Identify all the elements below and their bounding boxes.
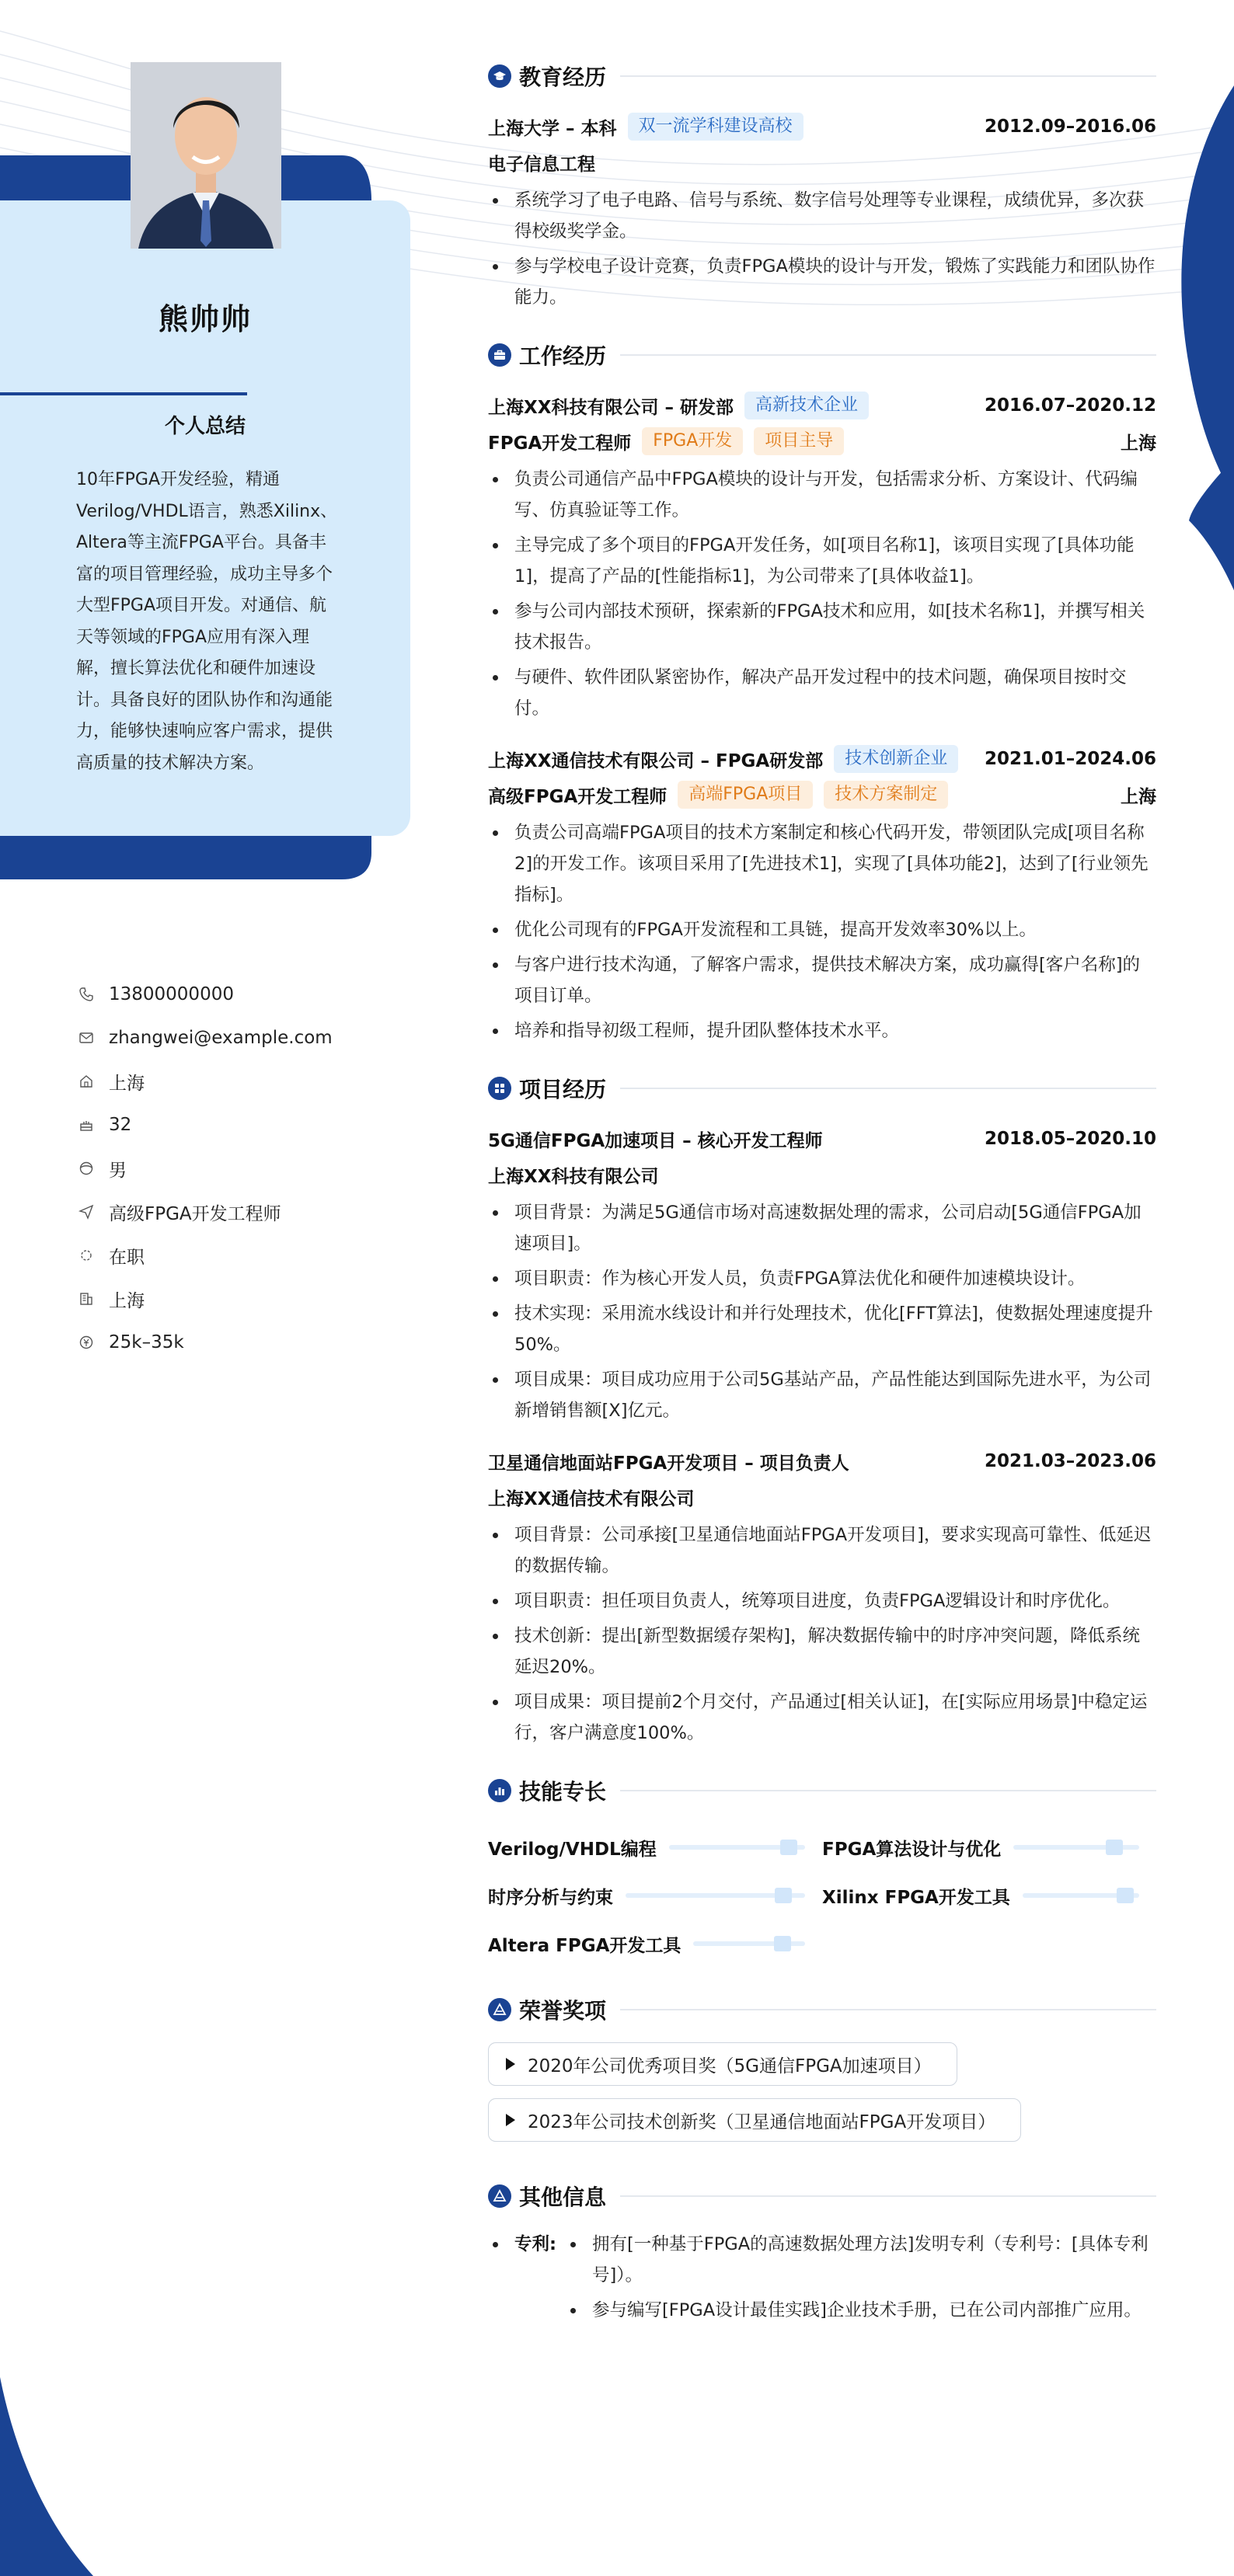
contact-position-value: 高级FPGA开发工程师 [109, 1203, 281, 1224]
project-name: 5G通信FPGA加速项目 – 核心开发工程师 [488, 1130, 823, 1151]
patent-list [566, 2229, 1156, 2330]
project-name: 卫星通信地面站FPGA开发项目 – 项目负责人 [488, 1453, 849, 1474]
main-content [488, 61, 1156, 2356]
role-tag: 高端FPGA项目 [678, 781, 813, 809]
summary-divider [0, 392, 247, 395]
skill-item [822, 1871, 1156, 1920]
company-tag: 技术创新企业 [834, 745, 958, 773]
skill-name: FPGA算法设计与优化 [822, 1839, 1002, 1860]
expand-triangle-icon [506, 2114, 515, 2126]
list-item: 培养和指导初级工程师，提升团队整体技术水平。 [488, 1015, 1156, 1046]
contact-city-value: 上海 [109, 1073, 145, 1094]
contact-email-value: zhangwei@example.com [109, 1028, 333, 1048]
list-item: 负责公司高端FPGA项目的技术方案制定和核心代码开发，带领团队完成[项目名称2]的开发工作。该项目采用了[先进技术1]，实现了[具体功能2]，达到了[行业领先指标]。 [488, 817, 1156, 910]
contact-list [78, 973, 404, 1364]
contact-age-value: 32 [109, 1115, 132, 1135]
gender-icon [78, 1160, 95, 1177]
skill-bar [1013, 1845, 1139, 1850]
list-item: 技术创新：提出[新型数据缓存架构]，解决数据传输中的时序冲突问题，降低系统延迟20%。 [488, 1620, 1156, 1683]
building-icon [78, 1290, 95, 1307]
skill-name: Xilinx FPGA开发工具 [822, 1887, 1010, 1908]
salary-icon [78, 1334, 95, 1351]
major: 电子信息工程 [488, 154, 595, 175]
contact-salary [78, 1321, 404, 1364]
section-divider [620, 75, 1156, 77]
list-item: 项目背景：公司承接[卫星通信地面站FPGA开发项目]，要求实现高可靠性、低延迟的数据传输。 [488, 1519, 1156, 1582]
job-bullets [488, 464, 1156, 724]
award-icon [488, 1998, 511, 2021]
award-label: 2020年公司优秀项目奖（5G通信FPGA加速项目） [528, 2056, 932, 2076]
skills-section [488, 1775, 1156, 1968]
contact-status-value: 在职 [109, 1247, 145, 1268]
project-entry [488, 1443, 1156, 1749]
skill-name: Verilog/VHDL编程 [488, 1839, 657, 1860]
list-item: 系统学习了电子电路、信号与系统、数字信号处理等专业课程，成绩优异，多次获得校级奖学金。 [488, 185, 1156, 247]
expand-triangle-icon [506, 2058, 515, 2070]
contact-gender-value: 男 [109, 1160, 127, 1181]
other-title: 其他信息 [519, 2184, 607, 2210]
projects-title: 项目经历 [519, 1077, 607, 1102]
cake-icon [78, 1116, 95, 1133]
contact-gender [78, 1147, 404, 1190]
job-date: 2016.07–2020.12 [984, 395, 1156, 416]
awards-section [488, 1994, 1156, 2154]
skill-item [488, 1823, 822, 1871]
award-item[interactable] [488, 2042, 957, 2086]
list-item: 项目职责：担任项目负责人，统筹项目进度，负责FPGA逻辑设计和时序优化。 [488, 1586, 1156, 1617]
award-label: 2023年公司技术创新奖（卫星通信地面站FPGA开发项目） [528, 2111, 996, 2132]
work-title: 工作经历 [519, 343, 607, 369]
contact-city [78, 1060, 404, 1103]
skill-level-knob [774, 1936, 791, 1951]
contact-email [78, 1016, 404, 1060]
project-date: 2018.05–2020.10 [984, 1129, 1156, 1149]
list-item: 参与学校电子设计竞赛，负责FPGA模块的设计与开发，锻炼了实践能力和团队协作能力。 [488, 251, 1156, 313]
section-divider [620, 2009, 1156, 2010]
summary-title: 个人总结 [164, 415, 246, 438]
job-entry [488, 741, 1156, 1046]
skill-bar [626, 1893, 805, 1898]
skills-grid [488, 1823, 1156, 1968]
projects-section [488, 1073, 1156, 1749]
project-entry [488, 1121, 1156, 1426]
contact-salary-value: 25k–35k [109, 1332, 184, 1352]
job-date: 2021.01–2024.06 [984, 749, 1156, 769]
patent-row [488, 2229, 1156, 2330]
skills-title: 技能专长 [519, 1779, 607, 1805]
patent-label: 专利: [488, 2229, 556, 2330]
skill-level-knob [775, 1888, 792, 1903]
graduation-cap-icon [488, 64, 511, 88]
project-org: 上海XX科技有限公司 [488, 1166, 659, 1187]
company-name: 上海XX科技有限公司 – 研发部 [488, 397, 734, 418]
section-divider [620, 2195, 1156, 2197]
section-divider [620, 1088, 1156, 1089]
list-item: 拥有[一种基于FPGA的高速数据处理方法]发明专利（专利号：[具体专利号]）。 [566, 2229, 1156, 2291]
education-title: 教育经历 [519, 64, 607, 90]
role-tag: 技术方案制定 [824, 781, 948, 809]
job-entry [488, 388, 1156, 724]
list-item: 项目成果：项目成功应用于公司5G基站产品，产品性能达到国际先进水平，为公司新增销售额[X]亿元。 [488, 1364, 1156, 1426]
skill-bar [693, 1941, 805, 1946]
job-role: 高级FPGA开发工程师 [488, 786, 668, 807]
project-bullets [488, 1197, 1156, 1426]
skill-item [488, 1920, 822, 1968]
list-item: 项目职责：作为核心开发人员，负责FPGA算法优化和硬件加速模块设计。 [488, 1263, 1156, 1294]
contact-phone-value: 13800000000 [109, 984, 234, 1004]
list-item: 参与编写[FPGA设计最佳实践]企业技术手册，已在公司内部推广应用。 [566, 2295, 1156, 2326]
education-entry [488, 109, 1156, 313]
other-section [488, 2181, 1156, 2330]
education-bullets [488, 185, 1156, 313]
list-item: 负责公司通信产品中FPGA模块的设计与开发，包括需求分析、方案设计、代码编写、仿真验证等工作。 [488, 464, 1156, 526]
role-tag: FPGA开发 [642, 427, 743, 455]
summary-text: 10年FPGA开发经验，精通Verilog/VHDL语言，熟悉Xilinx、Altera等主流FPGA平台。具备丰富的项目管理经验，成功主导多个大型FPGA项目开发。对通信、航天等领域的FPGA应用有深入理解，擅长算法优化和硬件加速设计。具备良好的团队协作和沟通能力，能够快速响应客户需求，提供高质量的技术解决方案。 [76, 470, 338, 773]
job-bullets [488, 817, 1156, 1046]
award-icon [488, 2184, 511, 2208]
list-item: 项目成果：项目提前2个月交付，产品通过[相关认证]，在[实际应用场景]中稳定运行，客户满意度100%。 [488, 1687, 1156, 1749]
contact-work-city-value: 上海 [109, 1290, 145, 1311]
sidebar [0, 0, 412, 2576]
project-bullets [488, 1519, 1156, 1749]
skill-bar [1023, 1893, 1139, 1898]
awards-title: 荣誉奖项 [519, 1998, 607, 2024]
project-date: 2021.03–2023.06 [984, 1451, 1156, 1471]
skill-item [488, 1871, 822, 1920]
school-name: 上海大学 – 本科 [488, 118, 617, 139]
grid-icon [488, 1077, 511, 1100]
mail-icon [78, 1029, 95, 1046]
section-divider [620, 1790, 1156, 1791]
role-tag: 项目主导 [754, 427, 844, 455]
contact-position [78, 1190, 404, 1234]
job-role: FPGA开发工程师 [488, 433, 632, 454]
school-tag: 双一流学科建设高校 [628, 113, 803, 141]
skill-level-knob [1106, 1840, 1123, 1855]
candidate-name: 熊帅帅 [158, 302, 252, 336]
section-divider [620, 354, 1156, 356]
work-section [488, 339, 1156, 1046]
skill-item [822, 1823, 1156, 1871]
company-name: 上海XX通信技术有限公司 – FPGA研发部 [488, 750, 824, 771]
list-item: 与客户进行技术沟通，了解客户需求，提供技术解决方案，成功赢得[客户名称]的项目订单。 [488, 949, 1156, 1011]
list-item: 优化公司现有的FPGA开发流程和工具链，提高开发效率30%以上。 [488, 914, 1156, 945]
education-section [488, 61, 1156, 313]
list-item: 参与公司内部技术预研，探索新的FPGA技术和应用，如[技术名称1]，并撰写相关技术报告。 [488, 596, 1156, 658]
awards-header [488, 1994, 1156, 2025]
contact-age [78, 1103, 404, 1147]
education-header [488, 61, 1156, 92]
status-icon [78, 1247, 95, 1264]
skills-header [488, 1775, 1156, 1806]
award-item[interactable] [488, 2098, 1021, 2142]
contact-work-city [78, 1277, 404, 1321]
skill-bar [669, 1845, 805, 1850]
awards-list [488, 2042, 1156, 2154]
skill-level-knob [1117, 1888, 1134, 1903]
list-item: 技术实现：采用流水线设计和并行处理技术，优化[FFT算法]，使数据处理速度提升50%。 [488, 1298, 1156, 1360]
projects-header [488, 1073, 1156, 1104]
project-org: 上海XX通信技术有限公司 [488, 1488, 695, 1509]
phone-icon [78, 986, 95, 1003]
list-item: 主导完成了多个项目的FPGA开发任务，如[项目名称1]，该项目实现了[具体功能1]，提高了产品的[性能指标1]，为公司带来了[具体收益1]。 [488, 530, 1156, 592]
skill-level-knob [780, 1840, 797, 1855]
skill-name: 时序分析与约束 [488, 1887, 613, 1908]
bar-chart-icon [488, 1779, 511, 1802]
home-icon [78, 1073, 95, 1090]
list-item: 项目背景：为满足5G通信市场对高速数据处理的需求，公司启动[5G通信FPGA加速项目]。 [488, 1197, 1156, 1259]
job-location: 上海 [1121, 786, 1156, 807]
contact-status [78, 1234, 404, 1277]
list-item: 与硬件、软件团队紧密协作，解决产品开发过程中的技术问题，确保项目按时交付。 [488, 662, 1156, 724]
skill-name: Altera FPGA开发工具 [488, 1935, 681, 1956]
job-location: 上海 [1121, 433, 1156, 454]
send-icon [78, 1203, 95, 1220]
briefcase-icon [488, 343, 511, 367]
contact-phone [78, 973, 404, 1016]
avatar [131, 62, 281, 249]
company-tag: 高新技术企业 [744, 392, 869, 419]
other-header [488, 2181, 1156, 2212]
work-header [488, 339, 1156, 371]
education-date: 2012.09–2016.06 [984, 117, 1156, 137]
